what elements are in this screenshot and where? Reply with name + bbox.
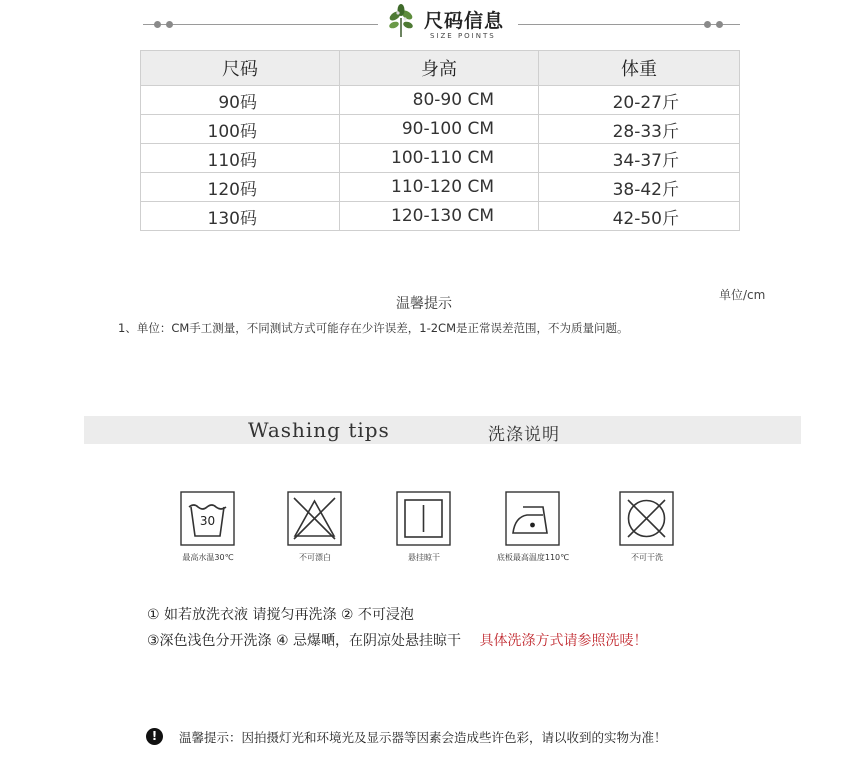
washing-title-en: Washing tips (248, 418, 390, 442)
cell-weight: 28-33斤 (539, 115, 740, 144)
iron-icon (505, 491, 560, 546)
cell-weight: 38-42斤 (539, 173, 740, 202)
warning-icon: ! (146, 728, 163, 745)
no-bleach-label: 不可漂白 (299, 553, 331, 562)
wash-30-label: 最高水温30℃ (182, 553, 234, 562)
washing-note-line-2-text: ③深色浅色分开洗涤 ④ 忌爆嗮，在阴凉处悬挂晾干 (147, 633, 462, 649)
cell-weight: 20-27斤 (539, 86, 740, 115)
washing-note-highlight: 具体洗涤方式请参照洗唛！ (479, 633, 648, 649)
cell-size: 100码 (141, 115, 340, 144)
unit-label: 单位/cm (719, 288, 766, 302)
cell-size: 120码 (141, 173, 340, 202)
warning-text: 温馨提示：因拍摄灯光和环境光及显示器等因素会造成些许色彩，请以收到的实物为准！ (179, 730, 667, 745)
cell-height: 120-130 CM (340, 202, 539, 231)
washing-note-line-2 (147, 630, 647, 650)
no-bleach-icon (287, 491, 342, 546)
plant-icon (385, 4, 417, 38)
washing-note-line-1: ① 如若放洗衣液 请搅匀再洗涤 ② 不可浸泡 (147, 607, 414, 623)
cell-weight: 42-50斤 (539, 202, 740, 231)
column-header-height: 身高 (340, 51, 539, 86)
table-row (141, 144, 740, 173)
wash-30-icon (180, 491, 235, 546)
no-dry-clean-label: 不可干洗 (631, 553, 663, 562)
cell-height: 110-120 CM (340, 173, 539, 202)
table-row (141, 86, 740, 115)
cell-height: 100-110 CM (340, 144, 539, 173)
table-row (141, 115, 740, 144)
washing-title-band (84, 416, 801, 444)
cell-weight: 34-37斤 (539, 144, 740, 173)
no-dry-clean-icon (619, 491, 674, 546)
table-header-row (141, 51, 740, 86)
header-divider-left (143, 24, 378, 25)
page-subtitle: SIZE POINTS (430, 32, 496, 40)
washing-title-cn: 洗涤说明 (488, 425, 560, 445)
hang-dry-icon (396, 491, 451, 546)
cell-size: 130码 (141, 202, 340, 231)
table-row (141, 202, 740, 231)
size-table (140, 50, 740, 231)
header-ornament-right-2 (716, 21, 723, 28)
page-title: 尺码信息 (424, 10, 505, 32)
cell-size: 110码 (141, 144, 340, 173)
column-header-size: 尺码 (141, 51, 340, 86)
tip-text: 1、单位：CM手工测量，不同测试方式可能存在少许误差，1-2CM是正常误差范围，不为质量问题。 (118, 321, 629, 335)
header-ornament-right (704, 21, 711, 28)
tip-title: 温馨提示 (396, 296, 452, 312)
hang-dry-label: 悬挂晾干 (408, 553, 440, 562)
column-header-weight: 体重 (539, 51, 740, 86)
header-ornament-left (154, 21, 161, 28)
header-ornament-left-2 (166, 21, 173, 28)
cell-height: 90-100 CM (340, 115, 539, 144)
table-row (141, 173, 740, 202)
cell-size: 90码 (141, 86, 340, 115)
wash-temperature: 30 (199, 514, 216, 528)
cell-height: 80-90 CM (340, 86, 539, 115)
iron-label: 底板最高温度110℃ (496, 553, 570, 562)
